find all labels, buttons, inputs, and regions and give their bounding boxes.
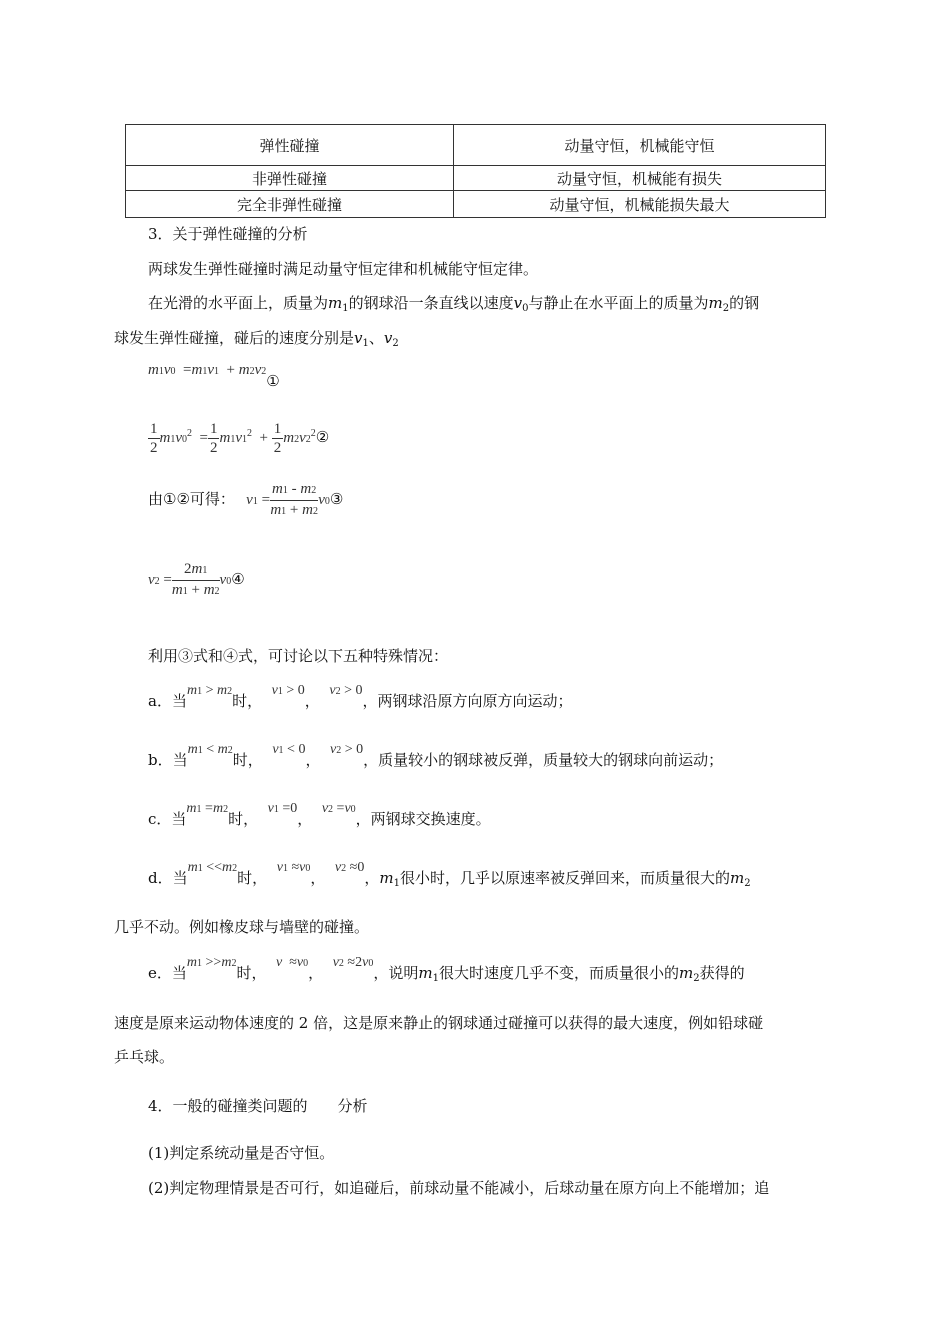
equation-mark: ④ xyxy=(231,569,245,588)
table-row xyxy=(126,125,826,166)
table-cell-law: 动量守恒，机械能损失最大 xyxy=(454,191,826,218)
paragraph: 速度是原来运动物体速度的 2 倍，这是原来静止的钢球通过碰撞可以获得的最大速度，例如铅球碰 xyxy=(114,1014,764,1032)
collision-type-table xyxy=(125,124,826,218)
equation-4: v2 = $\frac{2m1}{m1 + m2}$ v0④ xyxy=(148,561,245,598)
equation-3: 由①②可得： v1 = $\frac{m1 - m2}{m1 + m2}$ v0③ xyxy=(148,481,344,518)
paragraph: 两球发生弹性碰撞时满足动量守恒定律和机械能守恒定律。 xyxy=(148,260,539,278)
case-c: c．当m1 =m2时， v1 =0， v2 =v0，两钢球交换速度。 xyxy=(148,801,491,828)
section-3-heading: 3．关于弹性碰撞的分析 xyxy=(148,225,308,243)
paragraph: 球发生弹性碰撞，碰后的速度分别是$v_1$、$v_2$ xyxy=(114,329,399,349)
case-d: d．当m1 <<m2时， v1 ≈v0， v2 ≈0，$m_1$很小时，几乎以原速率被反弹回来，而质量很大的$m_2$ xyxy=(148,860,751,889)
case-a: a．当m1 > m2时， v1 > 0， v2 > 0，两钢球沿原方向原方向运动； xyxy=(148,683,573,710)
case-b: b．当m1 < m2时， v1 < 0， v2 > 0，质量较小的钢球被反弹，质量较大的钢球向前运动； xyxy=(148,742,724,769)
table-cell-type: 完全非弹性碰撞 xyxy=(126,191,454,218)
paragraph: (1)判定系统动量是否守恒。 xyxy=(148,1144,335,1162)
table-row xyxy=(126,166,826,191)
table-cell-law: 动量守恒，机械能有损失 xyxy=(454,166,826,191)
paragraph: 几乎不动。例如橡皮球与墙壁的碰撞。 xyxy=(114,918,370,936)
equation-2: $\frac{1}{2}$ $m1v0^2$ = $\frac{1}{2}$ $m1v1^2$ + $\frac{1}{2}$ $m2v2^2②$ xyxy=(150,421,330,456)
equation-mark: ② xyxy=(315,427,330,446)
paragraph: 乒乓球。 xyxy=(114,1048,175,1066)
equation-mark: ① xyxy=(266,372,280,390)
table-cell-type: 弹性碰撞 xyxy=(126,125,454,166)
table-cell-law: 动量守恒，机械能守恒 xyxy=(454,125,826,166)
paragraph: (2)判定物理情景是否可行，如追碰后，前球动量不能减小，后球动量在原方向上不能增加；追 xyxy=(148,1179,770,1197)
equation-1: m1v0 =m1v1 + m2v2① xyxy=(148,362,280,390)
table-cell-type: 非弹性碰撞 xyxy=(126,166,454,191)
equation-mark: ③ xyxy=(329,489,344,508)
paragraph: 在光滑的水平面上，质量为$m_1$的钢球沿一条直线以速度$v_0$与静止在水平面上的质量为$m_2$的钢 xyxy=(148,294,760,314)
section-4-heading: 4．一般的碰撞类问题的 分析 xyxy=(148,1097,368,1115)
paragraph: 利用③式和④式，可讨论以下五种特殊情况： xyxy=(148,647,449,665)
table-row xyxy=(126,191,826,218)
case-e: e．当m1 >>m2时， v ≈v0， v2 ≈2v0，说明$m_1$很大时速度几乎不变，而质量很小的$m_2$获得的 xyxy=(148,955,745,984)
